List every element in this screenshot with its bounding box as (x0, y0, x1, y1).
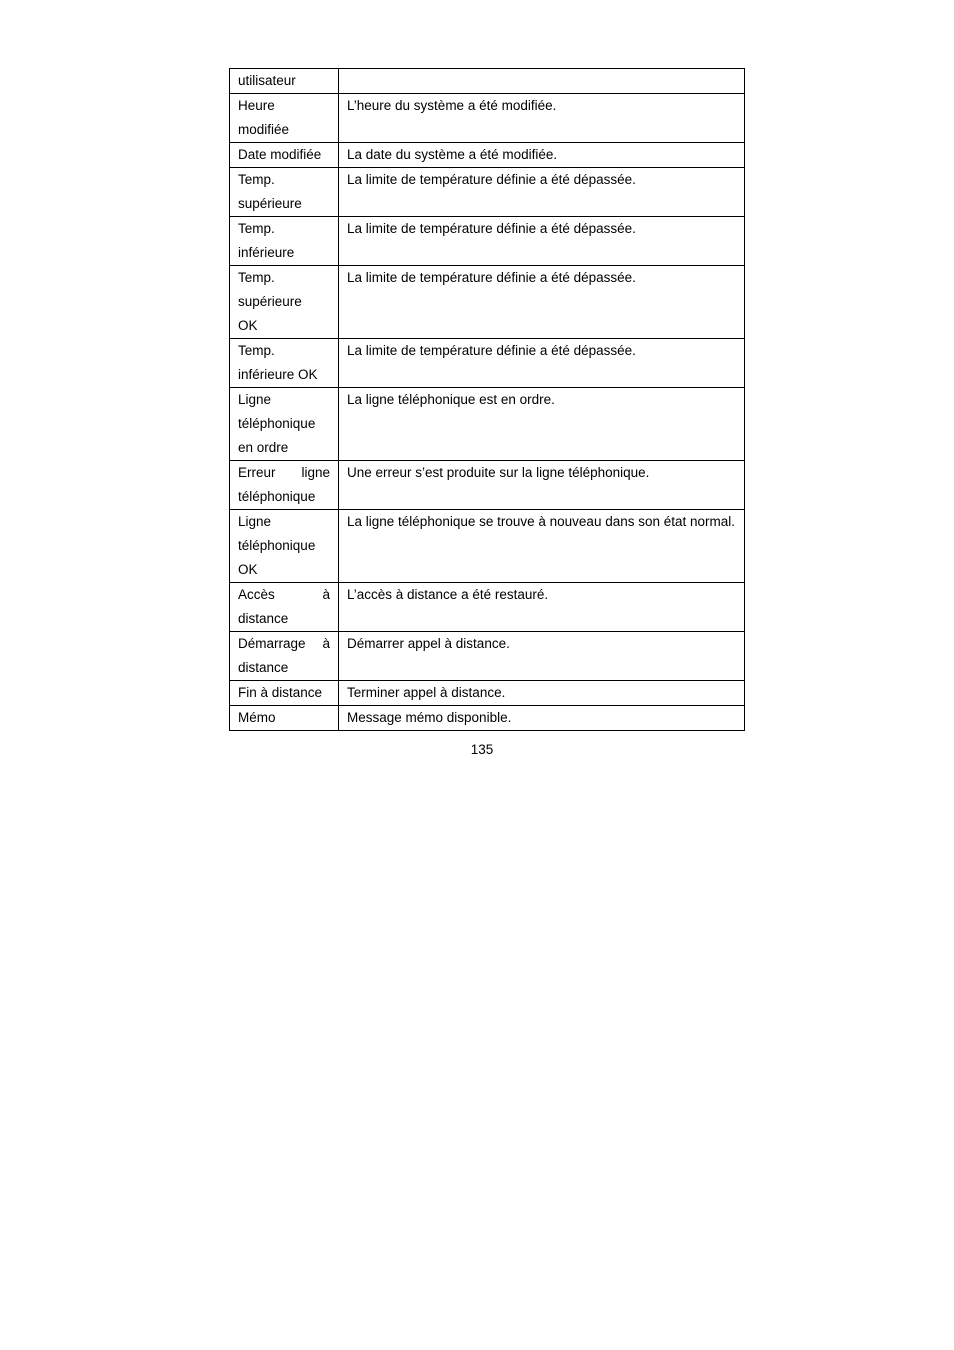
event-description: Message mémo disponible. (339, 706, 745, 731)
table-row (230, 510, 745, 583)
event-term: Démarrage à distance (230, 632, 339, 681)
event-term: Fin à distance (230, 681, 339, 706)
event-term: Temp. inférieure (230, 217, 339, 266)
event-description: La limite de température définie a été dépassée. (339, 168, 745, 217)
event-description: La ligne téléphonique est en ordre. (339, 388, 745, 461)
table-row (230, 217, 745, 266)
table-row (230, 266, 745, 339)
table-row (230, 681, 745, 706)
event-description: L’heure du système a été modifiée. (339, 94, 745, 143)
event-term: Temp. supérieure (230, 168, 339, 217)
table-row (230, 583, 745, 632)
table-row (230, 706, 745, 731)
table-row (230, 143, 745, 168)
event-description: La limite de température définie a été dépassée. (339, 266, 745, 339)
event-description: La limite de température définie a été dépassée. (339, 217, 745, 266)
table-row (230, 388, 745, 461)
table-row (230, 168, 745, 217)
event-description: L’accès à distance a été restauré. (339, 583, 745, 632)
event-term: Erreur ligne téléphonique (230, 461, 339, 510)
event-description: La limite de température définie a été dépassée. (339, 339, 745, 388)
event-term: Heure modifiée (230, 94, 339, 143)
table-row (230, 461, 745, 510)
event-term: Ligne téléphonique OK (230, 510, 339, 583)
event-term: Date modifiée (230, 143, 339, 168)
event-description: Une erreur s’est produite sur la ligne téléphonique. (339, 461, 745, 510)
event-term: utilisateur (230, 69, 339, 94)
table-row (230, 69, 745, 94)
event-description: La ligne téléphonique se trouve à nouveau dans son état normal. (339, 510, 745, 583)
event-term: Ligne téléphonique en ordre (230, 388, 339, 461)
event-term: Mémo (230, 706, 339, 731)
table-row (230, 339, 745, 388)
event-description (339, 69, 745, 94)
event-description: La date du système a été modifiée. (339, 143, 745, 168)
event-description: Terminer appel à distance. (339, 681, 745, 706)
page-number: 135 (470, 742, 494, 757)
event-term: Temp. inférieure OK (230, 339, 339, 388)
table-row (230, 94, 745, 143)
event-table (229, 68, 745, 731)
event-term: Temp. supérieure OK (230, 266, 339, 339)
table-row (230, 632, 745, 681)
event-term: Accès à distance (230, 583, 339, 632)
event-description: Démarrer appel à distance. (339, 632, 745, 681)
